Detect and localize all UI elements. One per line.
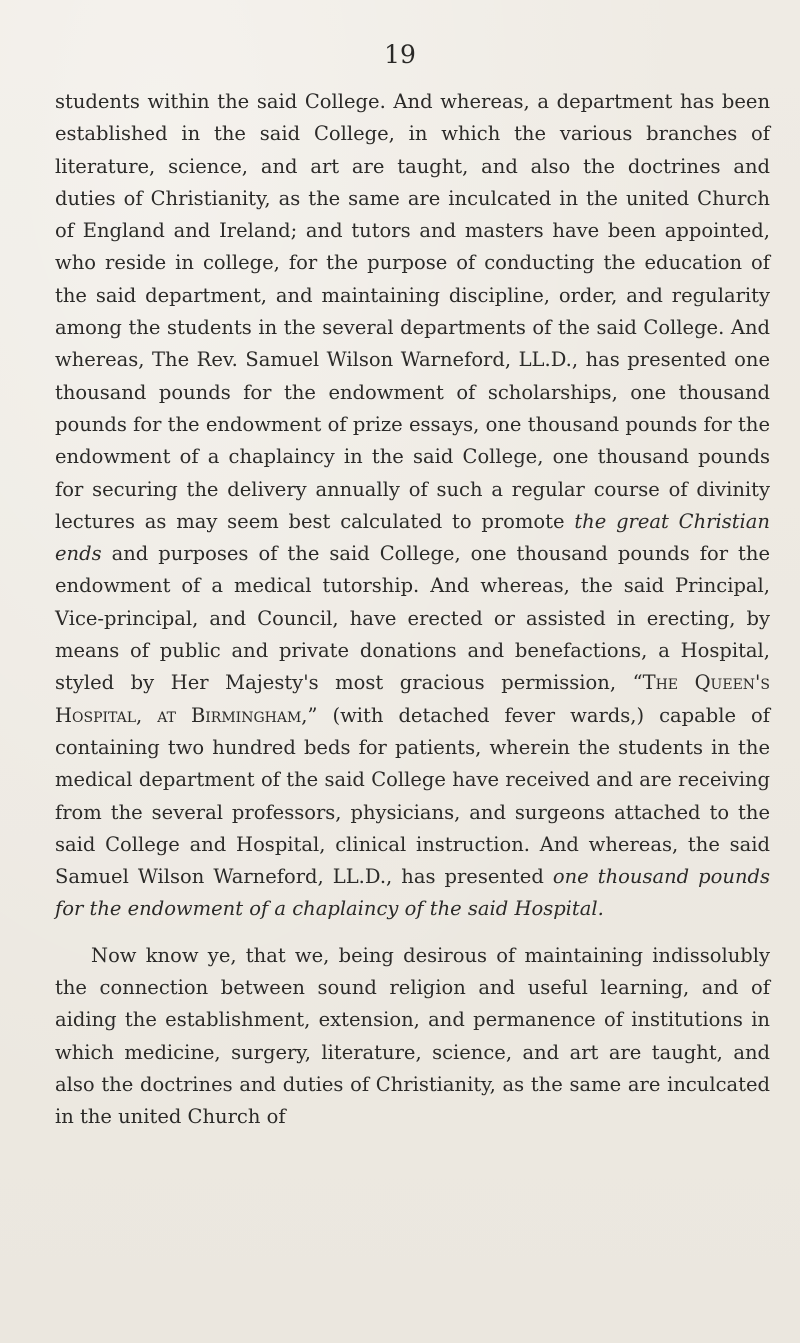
paragraph-1-text-c: and purposes of the said College, one thousand pounds for the endowment of a medical tutorship. And whereas, the said Principal, Vice-principal, and Council, have erected or assisted in erecting, by means of public and private donations and benefactions, a Hospital, styled by Her Majesty's most gracious permission, “	[55, 542, 770, 695]
paragraph-1	[55, 86, 770, 926]
page-number: 19	[384, 40, 416, 69]
paragraph-1-text-e: ” (with detached fever wards,) capable of containing two hundred beds for patients, wherein the students in the medical department of the said College have received and are receiving from the several professors, physicians, and surgeons attached to the said College and Hospital, clinical instruction. And whereas, the said Samuel Wilson Warneford, LL.D., has presented	[55, 703, 770, 889]
paragraph-1-italic-chaplaincy: one thousand pounds for the endowment of a chaplaincy of the said Hospital.	[55, 865, 770, 921]
paragraph-1-text-a: students within the said College. And whereas, a department has been established in the said College, in which the various branches of literature, science, and art are taught, and also the doctrines and duties of Christianity, as the same are inculcated in the united Church of England and Ireland; and tutors and masters have been appointed, who reside in college, for the purpose of conducting the education of the said department, and maintaining discipline, order, and regularity among the students in the several departments of the said College. And whereas, The Rev. Samuel Wilson Warneford, LL.D., has presented one thousand pounds for the endowment of scholarships, one thousand pounds for the endowment of prize essays, one thousand pounds for the endowment of a chaplaincy in the said College, one thousand pounds for securing the delivery annually of such a regular course of divinity lectures as may seem best calculated to promote	[55, 90, 770, 533]
body-text	[55, 86, 770, 1134]
hospital-name-smallcaps: The Queen's Hospital, at Birmingham,	[55, 671, 770, 727]
paragraph-1-italic-christian-ends: the great Christian ends	[55, 509, 770, 566]
paragraph-2: Now know ye, that we, being desirous of maintaining indissolubly the connection between sound religion and useful learning, and of aiding the establishment, extension, and permanence of institutions in which medicine, surgery, literature, science, and art are taught, and also the doctrines and duties of Christianity, as the same are inculcated in the united Church of	[55, 943, 770, 1129]
